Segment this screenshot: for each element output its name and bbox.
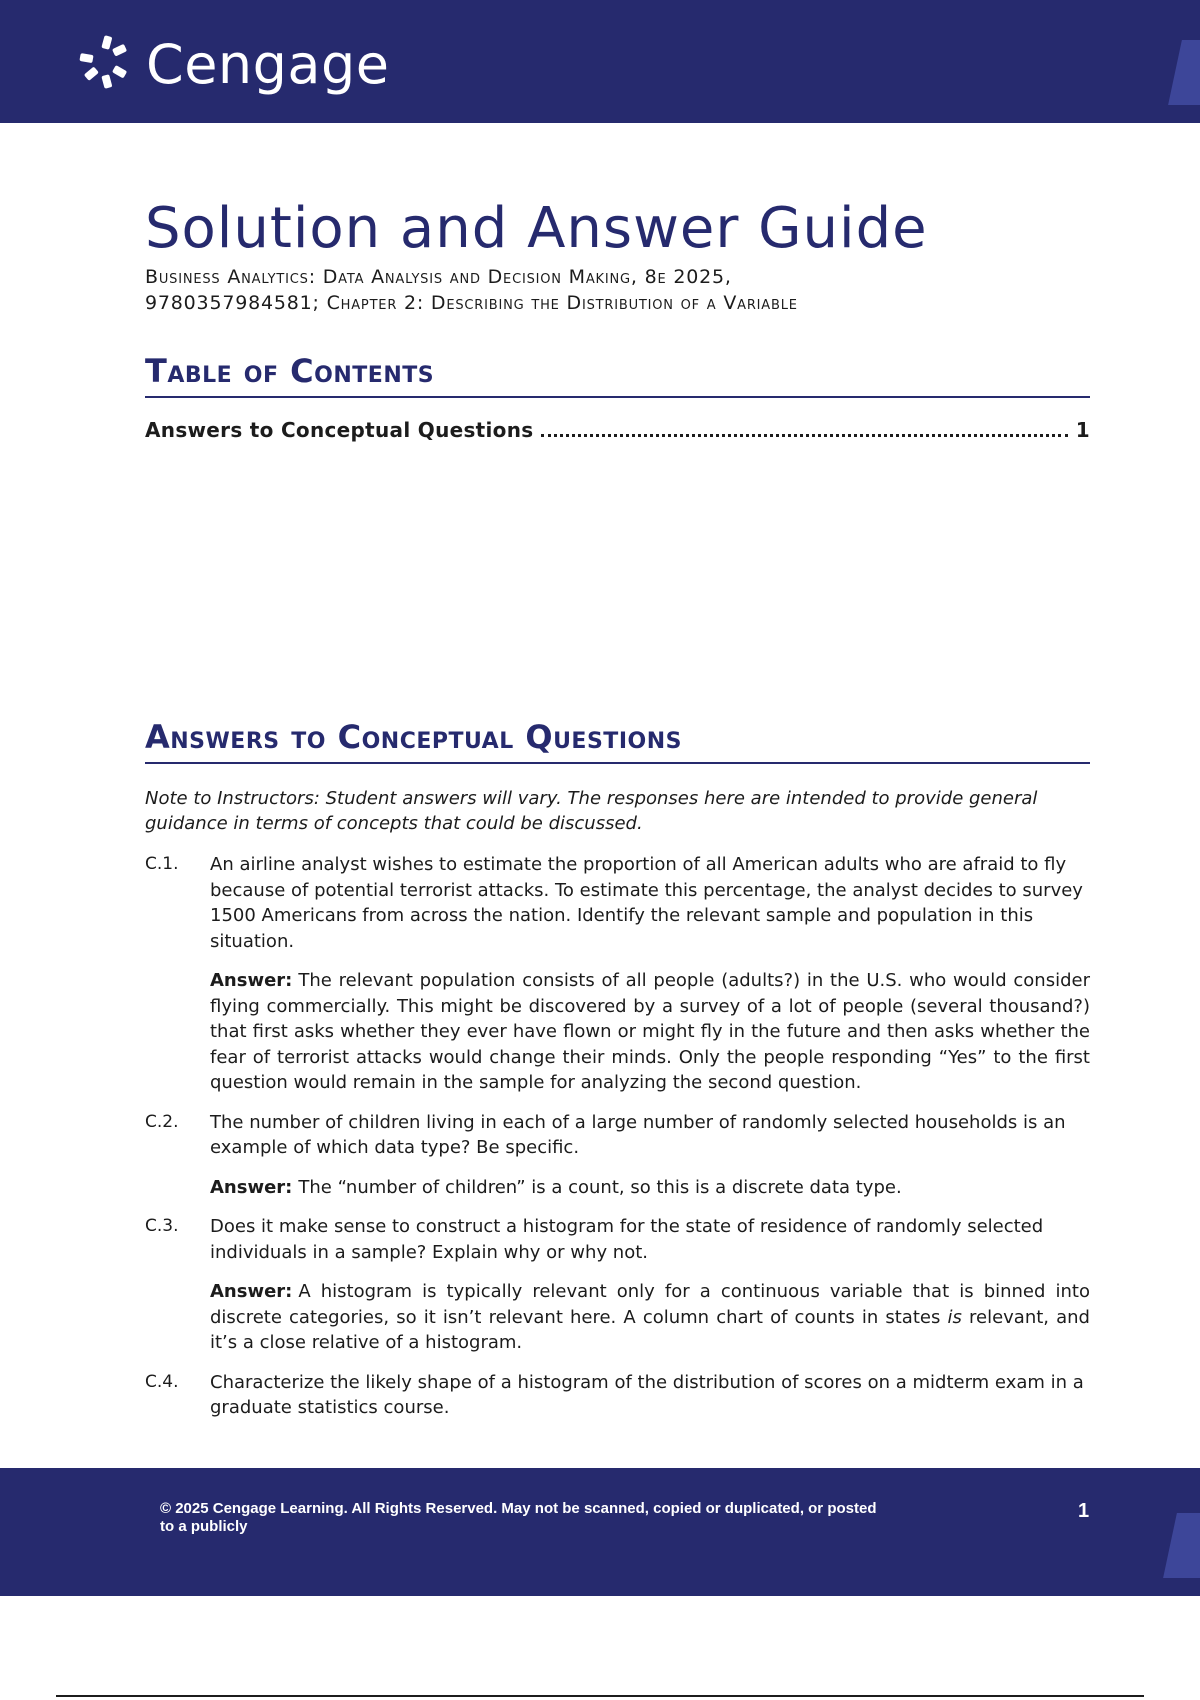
answer-body: The “number of children” is a count, so this is a discrete data type.	[298, 1176, 902, 1198]
subtitle-line-2: 9780357984581; Chapter 2: Describing the Distribution of a Variable	[145, 292, 798, 314]
page-number: 1	[1078, 1500, 1090, 1522]
bottom-divider	[56, 1695, 1144, 1697]
document-title: Solution and Answer Guide	[145, 196, 928, 261]
answer-label: Answer:	[210, 970, 293, 991]
header-band	[0, 0, 1200, 123]
brand-logo[interactable]	[76, 34, 390, 96]
answer-body: A histogram is typically relevant only for a continuous variable that is binned into discrete categories, so it isn’t relevant here. A column chart of counts in states	[210, 1281, 1090, 1328]
answer-label: Answer:	[210, 1176, 293, 1198]
question-item	[145, 852, 1090, 1096]
answer-emphasis: is	[947, 1306, 962, 1328]
question-number: C.4.	[145, 1371, 179, 1392]
footer-decoration	[1163, 1513, 1200, 1578]
copyright-notice: © 2025 Cengage Learning. All Rights Reserved. May not be scanned, copied or duplicated, or posted to a publicly	[160, 1500, 877, 1535]
question-text: Does it make sense to construct a histogram for the state of residence of randomly selected individuals in a sample? Explain why or why not.	[210, 1216, 1044, 1263]
subtitle-line-1: Business Analytics: Data Analysis and Decision Making, 8e 2025,	[145, 266, 732, 288]
answer-label: Answer:	[210, 1281, 293, 1302]
toc-entry-label[interactable]: Answers to Conceptual Questions	[145, 418, 534, 442]
question-text: Characterize the likely shape of a histogram of the distribution of scores on a midterm exam in a graduate statistics course.	[210, 1371, 1084, 1418]
answer-text	[210, 968, 1090, 1096]
answer-body-end: relevant, and it’s a close relative of a histogram.	[210, 1306, 1090, 1353]
question-text: An airline analyst wishes to estimate the proportion of all American adults who are afraid to fly because of potential terrorist attacks. To estimate this percentage, the analyst decides to survey 1500 Americans from across the nation. Identify the relevant sample and population in this situation.	[210, 854, 1083, 952]
question-text: The number of children living in each of a large number of randomly selected households is an example of which data type? Be specific.	[210, 1111, 1066, 1158]
instructor-note: Note to Instructors: Student answers will vary. The responses here are intended to provide general guidance in terms of concepts that could be discussed.	[145, 788, 1038, 834]
question-item	[145, 1214, 1090, 1356]
answer-body: The relevant population consists of all people (adults?) in the U.S. who would consider flying commercially. This might be discovered by a survey of a lot of people (several thousand?) that first asks whether they ever have flown or might fly in the future and then asks whether the fear of terrorist attacks would change their minds. Only the people responding “Yes” to the first question would remain in the sample for analyzing the second question.	[210, 970, 1090, 1093]
question-item	[145, 1370, 1090, 1421]
answer-text	[210, 1279, 1090, 1356]
answer-text	[210, 1175, 1090, 1201]
toc-heading: Table of Contents	[145, 352, 1090, 398]
question-list	[145, 852, 1090, 1435]
question-number: C.2.	[145, 1111, 179, 1132]
toc-leader-dots	[541, 420, 1067, 437]
answers-section-heading: Answers to Conceptual Questions	[145, 718, 1090, 764]
question-number: C.3.	[145, 1216, 179, 1236]
brand-name: Cengage	[146, 33, 390, 96]
footer-band	[0, 1468, 1200, 1596]
toc-entry[interactable]	[145, 418, 1090, 442]
question-number: C.1.	[145, 854, 179, 874]
question-item	[145, 1110, 1090, 1201]
cengage-logo-icon	[76, 34, 138, 96]
document-subtitle	[145, 264, 798, 316]
header-decoration	[1168, 40, 1200, 105]
toc-entry-page: 1	[1075, 418, 1090, 442]
